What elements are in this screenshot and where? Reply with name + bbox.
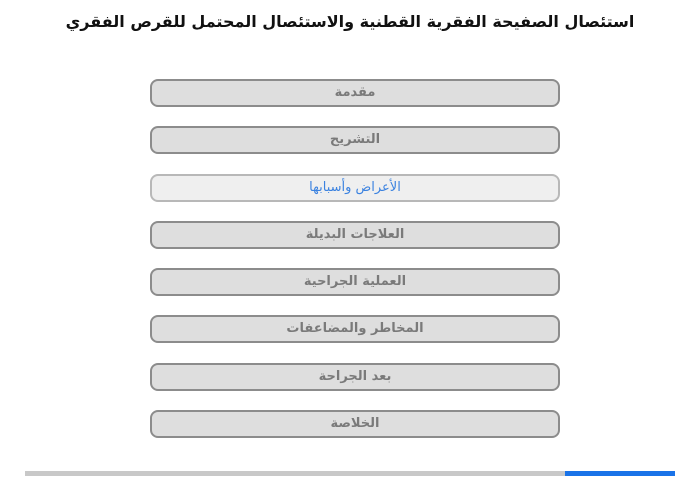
menu-item-anatomy[interactable]: التشريح bbox=[150, 126, 560, 154]
menu-item-introduction[interactable]: مقدمة bbox=[150, 79, 560, 107]
menu-item-surgical-procedure[interactable]: العملية الجراحية bbox=[150, 268, 560, 296]
menu-item-after-surgery[interactable]: بعد الجراحة bbox=[150, 363, 560, 391]
progress-track bbox=[25, 471, 675, 476]
progress-fill bbox=[565, 471, 676, 476]
page-title: استئصال الصفيحة الفقرية القطنية والاستئصال المحتمل للقرص الفقري bbox=[65, 12, 635, 31]
menu-item-risks-complications[interactable]: المخاطر والمضاعفات bbox=[150, 315, 560, 343]
chapter-menu bbox=[150, 79, 560, 457]
menu-item-symptoms-causes[interactable]: الأعراض وأسبابها bbox=[150, 174, 560, 202]
menu-item-summary[interactable]: الخلاصة bbox=[150, 410, 560, 438]
menu-item-alternative-treatments[interactable]: العلاجات البديلة bbox=[150, 221, 560, 249]
